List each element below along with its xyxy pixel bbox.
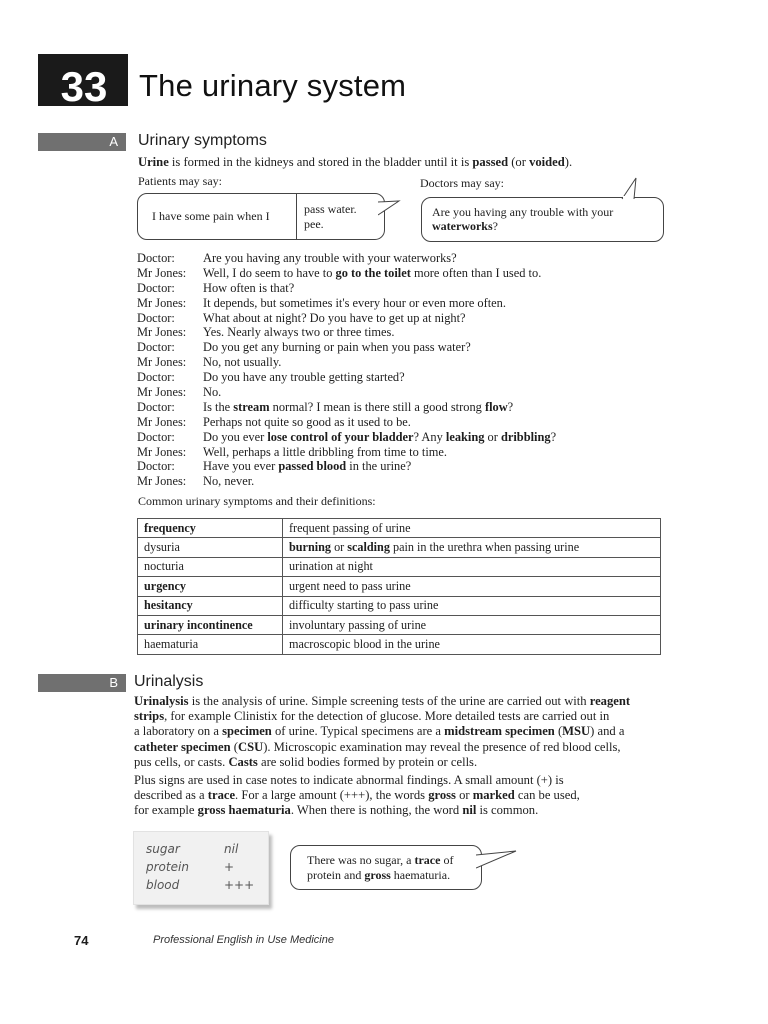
table-row — [138, 577, 661, 596]
text-run: How often is that? — [203, 280, 295, 295]
intro-text: is formed in the kidneys and stored in the bladder until it is — [168, 155, 473, 169]
dialogue-line — [137, 370, 697, 385]
paragraph-line — [134, 724, 630, 739]
key-term: Casts — [228, 754, 258, 769]
case-note-label: protein — [146, 860, 189, 874]
symptom-term: dysuria — [138, 538, 283, 557]
dialogue-line — [137, 400, 697, 415]
text-run: described as a — [134, 788, 208, 803]
key-term: leaking — [445, 429, 485, 444]
speaker-label: Mr Jones: — [137, 295, 187, 310]
symptom-definition — [283, 519, 661, 538]
doctor-bubble-tail — [610, 176, 640, 200]
term-waterworks: waterworks — [432, 219, 493, 233]
dialogue-text — [203, 281, 294, 296]
text-run: There was no sugar, a — [307, 853, 415, 867]
key-term: stream — [233, 399, 270, 414]
symptom-definition — [283, 635, 661, 654]
text-run: more often than I used to. — [410, 265, 542, 280]
dialogue-line — [137, 251, 697, 266]
text-run: can be used, — [514, 788, 580, 803]
dialogue-line — [137, 415, 697, 430]
key-term: specimen — [222, 724, 272, 739]
text-run: Do you ever — [203, 429, 268, 444]
dialogue-line — [137, 385, 697, 400]
symptom-definition — [283, 596, 661, 615]
dialogue-line — [137, 296, 697, 311]
paragraph-line — [134, 788, 580, 803]
key-term: gross — [364, 868, 391, 882]
term-urine: Urine — [138, 155, 169, 169]
text-run: or — [484, 429, 501, 444]
speaker-label: Doctor: — [137, 459, 175, 474]
case-note-row — [134, 858, 268, 876]
table-row — [138, 615, 661, 634]
key-term: passed blood — [278, 459, 347, 474]
symptom-term: urinary incontinence — [138, 615, 283, 634]
text-run: urination at night — [289, 559, 373, 574]
case-note-value: + — [224, 860, 235, 874]
dialogue-text — [203, 459, 411, 474]
symptom-term: nocturia — [138, 557, 283, 576]
paragraph-line — [134, 694, 630, 709]
text-run: protein and — [307, 868, 365, 882]
patients-label: Patients may say: — [138, 174, 222, 188]
table-row — [138, 538, 661, 557]
text-run: ( — [554, 724, 563, 739]
bubble-line — [307, 853, 453, 868]
intro-text: ). — [564, 155, 573, 169]
dialogue-text — [203, 311, 466, 326]
speaker-label: Mr Jones: — [137, 265, 187, 280]
doctors-label: Doctors may say: — [420, 176, 504, 190]
speaker-label: Mr Jones: — [137, 414, 187, 429]
case-note-speech-bubble — [290, 845, 482, 890]
speaker-label: Doctor: — [137, 280, 175, 295]
text-run: is common. — [476, 803, 539, 818]
table-row — [138, 519, 661, 538]
key-term: trace — [414, 853, 441, 867]
table-row — [138, 557, 661, 576]
dialogue-text — [203, 340, 471, 355]
text-run: Plus signs are used in case notes to indicate abnormal findings. A small amount (+) is — [134, 773, 564, 787]
text-run: Well, I do seem to have to — [203, 265, 336, 280]
speaker-label: Mr Jones: — [137, 444, 187, 459]
term-passed: passed — [472, 155, 509, 169]
key-term: gross haematuria — [197, 803, 291, 818]
text-run: , for example Clinistix for the detection of glucose. More detailed tests are carried out in — [164, 709, 610, 724]
book-title: Professional English in Use Medicine — [153, 934, 334, 946]
text-run: Perhaps not quite so good as it used to be. — [203, 414, 411, 429]
text-run: difficulty starting to pass urine — [289, 598, 439, 613]
table-row — [138, 596, 661, 615]
dialogue-text — [203, 385, 221, 400]
key-term: nil — [462, 803, 477, 818]
text-run: No, not usually. — [203, 355, 282, 370]
dialogue-line — [137, 445, 697, 460]
text-run: No. — [203, 385, 222, 400]
key-term: catheter specimen — [134, 739, 231, 754]
bubble-line — [307, 868, 453, 883]
text-run: macroscopic blood in the urine — [289, 637, 440, 652]
dialogue-text — [203, 430, 556, 445]
intro-text: (or — [508, 155, 530, 169]
key-term: marked — [472, 788, 515, 803]
symptom-definition — [283, 615, 661, 634]
section-a-title: Urinary symptoms — [138, 132, 267, 149]
text-run: haematuria. — [390, 868, 451, 882]
page-title: The urinary system — [139, 68, 407, 103]
text-run: Yes. Nearly always two or three times. — [203, 325, 395, 340]
dialogue-text — [203, 415, 411, 430]
case-note-label: sugar — [146, 842, 180, 856]
text-run: are solid bodies formed by protein or cells. — [257, 754, 478, 769]
dialogue-text — [203, 296, 506, 311]
key-term: go to the toilet — [335, 265, 411, 280]
patient-bubble-tail — [378, 198, 402, 220]
dialogue-text — [203, 400, 513, 415]
doctor-patient-dialogue — [137, 251, 697, 489]
text-run: ? — [550, 429, 557, 444]
symptom-term: hesitancy — [138, 596, 283, 615]
symptom-definition — [283, 538, 661, 557]
text-run: ? — [507, 399, 514, 414]
symptom-definition — [283, 557, 661, 576]
urinalysis-paragraph — [134, 694, 630, 770]
key-term: dribbling — [500, 429, 551, 444]
text-run: ? Any — [413, 429, 446, 444]
symptom-definition — [283, 577, 661, 596]
patient-speech-bubble — [137, 193, 385, 240]
text-run: normal? I mean is there still a good strong — [269, 399, 485, 414]
key-term: scalding — [347, 540, 390, 555]
text-run: is the analysis of urine. Simple screening tests of the urine are carried out with — [188, 694, 590, 708]
table-row — [138, 635, 661, 654]
key-term: CSU — [237, 739, 264, 754]
dialogue-line — [137, 474, 697, 489]
text-run: Do you have any trouble getting started? — [203, 370, 405, 385]
text-run: Well, perhaps a little dribbling from time to time. — [203, 444, 448, 459]
dialogue-text — [203, 474, 254, 489]
punctuation: ? — [492, 219, 498, 233]
paragraph-line — [134, 773, 580, 788]
dialogue-line — [137, 311, 697, 326]
speaker-label: Mr Jones: — [137, 385, 187, 400]
section-a-letter: A — [109, 134, 118, 149]
case-note-bubble-tail — [476, 847, 518, 871]
text-run: Are you having any trouble with your waterworks? — [203, 251, 457, 265]
dialogue-line — [137, 430, 697, 445]
text-run: or — [455, 788, 473, 803]
key-term: midstream specimen — [444, 724, 555, 739]
key-term: lose control of your bladder — [267, 429, 414, 444]
dialogue-text — [203, 355, 281, 370]
dialogue-text — [203, 370, 405, 385]
text-run: ( — [230, 739, 238, 754]
unit-number: 33 — [60, 63, 108, 110]
text-run: Have you ever — [203, 459, 279, 474]
key-term: Urinalysis — [134, 694, 189, 708]
key-term: burning — [289, 540, 332, 555]
section-a-intro — [138, 155, 572, 170]
key-term: gross — [428, 788, 456, 803]
doctor-bubble-line-2 — [432, 219, 498, 234]
text-run: ) and a — [590, 724, 625, 739]
term-voided: voided — [529, 155, 565, 169]
text-run: of urine. Typical specimens are a — [271, 724, 445, 739]
plus-signs-paragraph — [134, 773, 580, 819]
dialogue-line — [137, 325, 697, 340]
text-run: of — [440, 853, 454, 867]
case-note-row — [134, 840, 268, 858]
text-run: It depends, but sometimes it's every hour or even more often. — [203, 295, 506, 310]
dialogue-line — [137, 355, 697, 370]
key-term: trace — [207, 788, 236, 803]
paragraph-line — [134, 709, 630, 724]
dialogue-text — [203, 251, 457, 266]
speaker-label: Mr Jones: — [137, 474, 187, 489]
text-run: . When there is nothing, the word — [290, 803, 463, 818]
case-note-value: +++ — [224, 878, 255, 892]
speaker-label: Doctor: — [137, 310, 175, 325]
dialogue-line — [137, 266, 697, 281]
dialogue-line — [137, 459, 697, 474]
patient-bubble-option-2: pee. — [304, 217, 324, 231]
key-term: flow — [484, 399, 508, 414]
key-term: MSU — [562, 724, 591, 739]
case-note-value: nil — [224, 842, 239, 856]
text-run: in the urine? — [346, 459, 412, 474]
speaker-label: Doctor: — [137, 429, 175, 444]
speaker-label: Mr Jones: — [137, 325, 187, 340]
text-run: What about at night? Do you have to get up at night? — [203, 310, 466, 325]
text-run: a laboratory on a — [134, 724, 223, 739]
dialogue-line — [137, 340, 697, 355]
speaker-label: Doctor: — [137, 370, 175, 385]
symptom-term: frequency — [138, 519, 283, 538]
section-b-title: Urinalysis — [134, 673, 204, 690]
text-run: pain in the urethra when passing urine — [389, 540, 580, 555]
speaker-label: Mr Jones: — [137, 355, 187, 370]
paragraph-line — [134, 803, 580, 818]
key-term: reagent — [589, 694, 631, 708]
text-run: . For a large amount (+++), the words — [235, 788, 429, 803]
case-note-bubble-text — [307, 853, 453, 883]
bubble-divider — [296, 194, 297, 239]
paragraph-line — [134, 755, 630, 770]
patient-bubble-option-1: pass water. — [304, 202, 357, 216]
speaker-label: Doctor: — [137, 251, 175, 265]
case-note-rows — [134, 832, 268, 894]
dialogue-text — [203, 445, 447, 460]
text-run: pus cells, or casts. — [134, 754, 229, 769]
dialogue-text — [203, 266, 541, 281]
text-run: Is the — [203, 399, 234, 414]
case-note-card — [133, 831, 269, 905]
section-b-letter: B — [109, 675, 118, 690]
paragraph-line — [134, 740, 630, 755]
page-number: 74 — [74, 933, 89, 948]
symptom-term: haematuria — [138, 635, 283, 654]
doctor-speech-bubble — [421, 197, 664, 242]
speaker-label: Doctor: — [137, 340, 175, 355]
text-run: frequent passing of urine — [289, 520, 411, 535]
symptom-term: urgency — [138, 577, 283, 596]
dialogue-line — [137, 281, 697, 296]
text-run: Do you get any burning or pain when you pass water? — [203, 340, 471, 355]
text-run: urgent need to pass urine — [289, 578, 411, 593]
text-run: involuntary passing of urine — [289, 617, 427, 632]
text-run: ). Microscopic examination may reveal the presence of red blood cells, — [263, 739, 621, 754]
table-intro: Common urinary symptoms and their definitions: — [138, 494, 376, 508]
patient-bubble-lead: I have some pain when I — [152, 209, 270, 223]
case-note-label: blood — [146, 878, 180, 892]
speaker-label: Doctor: — [137, 399, 175, 414]
key-term: strips — [134, 709, 165, 724]
text-run: or — [331, 540, 348, 555]
symptoms-table — [137, 518, 661, 655]
case-note-row — [134, 876, 268, 894]
dialogue-text — [203, 325, 394, 340]
text-run: for example — [134, 803, 198, 818]
doctor-bubble-line-1: Are you having any trouble with your — [432, 205, 614, 219]
text-run: No, never. — [203, 474, 255, 489]
